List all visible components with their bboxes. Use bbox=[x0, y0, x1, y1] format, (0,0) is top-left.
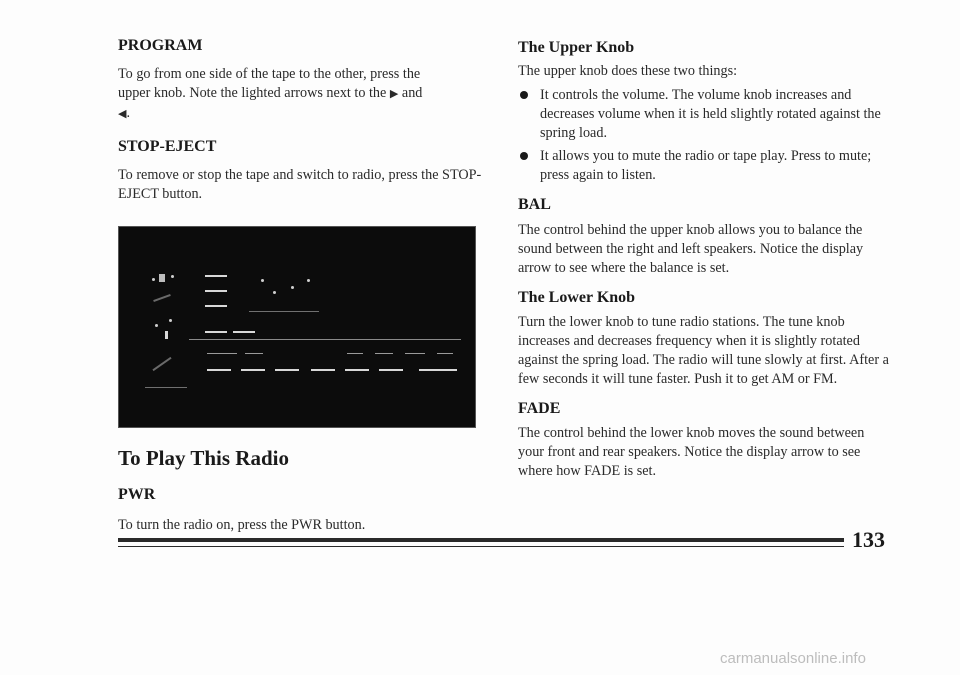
fade-heading: FADE bbox=[518, 400, 561, 417]
footer-rule bbox=[118, 538, 844, 542]
program-body bbox=[118, 65, 490, 124]
bullet-text: It allows you to mute the radio or tape play. Press to mute; press again to listen. bbox=[540, 148, 872, 183]
bullet-item bbox=[518, 147, 893, 185]
program-line1: To go from one side of the tape to the other, press the bbox=[118, 66, 421, 82]
upper-knob-bullets bbox=[518, 86, 893, 185]
bullet-icon bbox=[520, 152, 528, 160]
bal-heading: BAL bbox=[518, 196, 551, 213]
program-line2: upper knob. Note the lighted arrows next to the bbox=[118, 85, 387, 101]
pwr-heading: PWR bbox=[118, 486, 156, 503]
stop-eject-heading: STOP-EJECT bbox=[118, 138, 217, 155]
upper-knob-heading: The Upper Knob bbox=[518, 39, 635, 56]
radio-photo bbox=[118, 226, 476, 428]
bal-body: The control behind the upper knob allows you to balance the sound between the right and left speakers. Notice the display arrow to see where the balance is set. bbox=[518, 222, 864, 276]
left-column bbox=[118, 30, 490, 535]
lower-knob-heading: The Lower Knob bbox=[518, 289, 636, 306]
right-column bbox=[518, 30, 893, 481]
lower-knob-body: Turn the lower knob to tune radio stations. The tune knob increases and decreases frequency when it is slightly rotated against the spring load. The radio will tune slowly at first. After a few seconds it will tune faster. Push it to get AM or FM. bbox=[518, 314, 889, 387]
upper-knob-intro: The upper knob does these two things: bbox=[518, 63, 738, 79]
arrow-right-icon: ▶ bbox=[389, 88, 399, 100]
arrow-left-icon: ◀ bbox=[118, 108, 127, 120]
pwr-body: To turn the radio on, press the PWR button. bbox=[118, 517, 366, 533]
bullet-icon bbox=[520, 91, 528, 99]
program-and: and bbox=[401, 85, 423, 101]
stop-eject-body: To remove or stop the tape and switch to radio, press the STOP-EJECT button. bbox=[118, 167, 482, 202]
program-period: . bbox=[126, 105, 131, 121]
bullet-text: It controls the volume. The volume knob increases and decreases volume when it is held slightly rotated against the spring load. bbox=[540, 87, 881, 141]
program-heading: PROGRAM bbox=[118, 37, 203, 54]
play-radio-heading: To Play This Radio bbox=[118, 446, 289, 470]
watermark: carmanualsonline.info bbox=[720, 650, 866, 667]
fade-body: The control behind the lower knob moves the sound between your front and rear speakers. Notice the display arrow to see where how FADE is set. bbox=[518, 425, 865, 479]
page-number: 133 bbox=[852, 527, 885, 552]
footer-rule-thin bbox=[118, 546, 844, 547]
bullet-item bbox=[518, 86, 893, 143]
